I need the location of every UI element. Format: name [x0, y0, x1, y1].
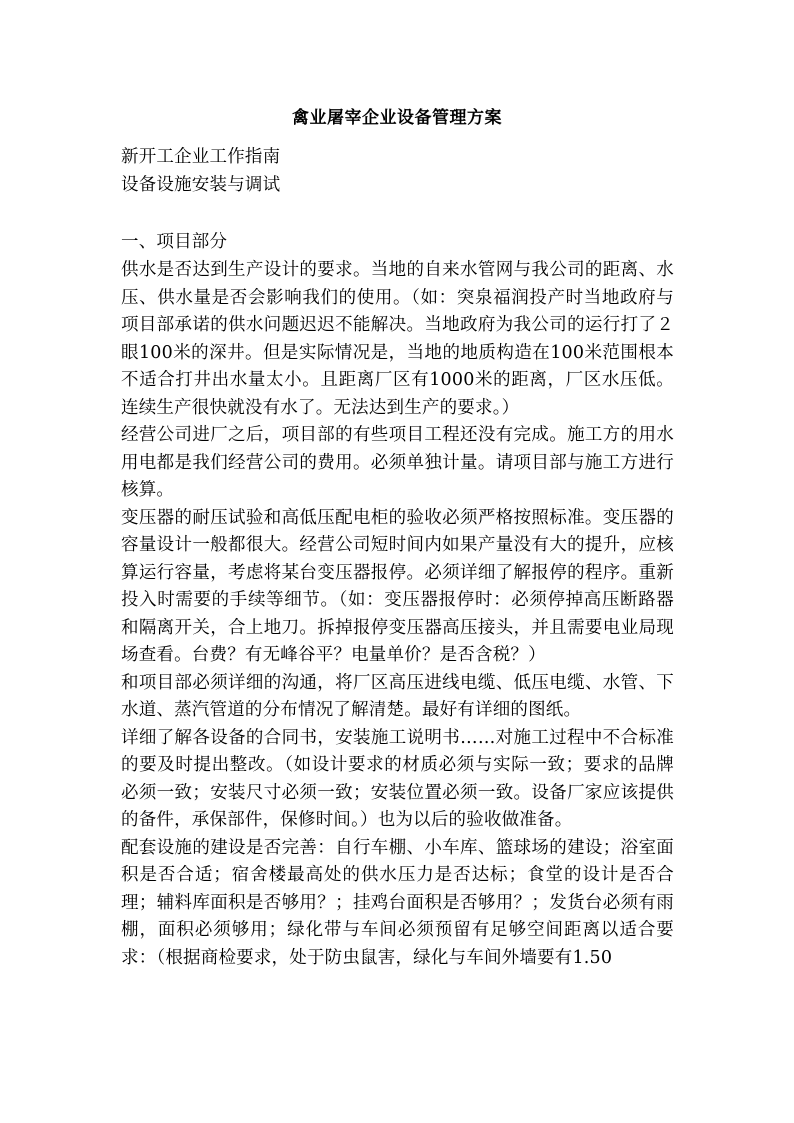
paragraph-transformer: 变压器的耐压试验和高低压配电柜的验收必须严格按照标准。变压器的容量设计一般都很大。经营公司短时间内如果产量没有大的提升，应核算运行容量，考虑将某台变压器报停。必须详细了解报停的程序。重新投入时需要的手续等细节。（如：变压器报停时：必须停掉高压断路器和隔离开关，合上地刀。拆掉报停变压器高压接头，并且需要电业局现场查看。台费？有无峰谷平？电量单价？是否含税？） — [121, 507, 674, 665]
paragraph-pipelines: 和项目部必须详细的沟通，将厂区高压进线电缆、低压电缆、水管、下水道、蒸汽管道的分布情况了解清楚。最好有详细的图纸。 — [121, 672, 674, 720]
paragraph-metering: 经营公司进厂之后，项目部的有些项目工程还没有完成。施工方的用水用电都是我们经营公司的费用。必须单独计量。请项目部与施工方进行核算。 — [121, 425, 674, 500]
body-paragraphs — [121, 257, 674, 972]
paragraph-facilities: 配套设施的建设是否完善：自行车棚、小车库、篮球场的建设；浴室面积是否合适；宿舍楼最高处的供水压力是否达标；食堂的设计是否合理；辅料库面积是否够用？；挂鸡台面积是否够用？；发货台必须有雨棚，面积必须够用；绿化带与车间必须预留有足够空间距离以适合要求：（根据商检要求，处于防虫鼠害，绿化与车间外墙要有1.50 — [121, 837, 674, 968]
section-heading: 一、项目部分 — [121, 232, 228, 252]
subtitle-installation: 设备设施安装与调试 — [121, 175, 281, 195]
paragraph-water-supply: 供水是否达到生产设计的要求。当地的自来水管网与我公司的距离、水压、供水量是否会影响我们的使用。（如：突泉福润投产时当地政府与项目部承诺的供水问题迟迟不能解决。当地政府为我公司的运行打了２眼100米的深井。但是实际情况是，当地的地质构造在100米范围根本不适合打井出水量太小。且距离厂区有1000米的距离，厂区水压低。连续生产很快就没有水了。无法达到生产的要求。） — [121, 260, 674, 418]
paragraph-contracts: 详细了解各设备的合同书，安装施工说明书……对施工过程中不合标准的要及时提出整改。（如设计要求的材质必须与实际一致；要求的品牌必须一致；安装尺寸必须一致；安装位置必须一致。设备厂家应该提供的备件，承保部件，保修时间。）也为以后的验收做准备。 — [121, 727, 674, 830]
subtitle-work-guide: 新开工企业工作指南 — [121, 147, 281, 167]
document-title: 禽业屠宰企业设备管理方案 — [292, 108, 502, 128]
